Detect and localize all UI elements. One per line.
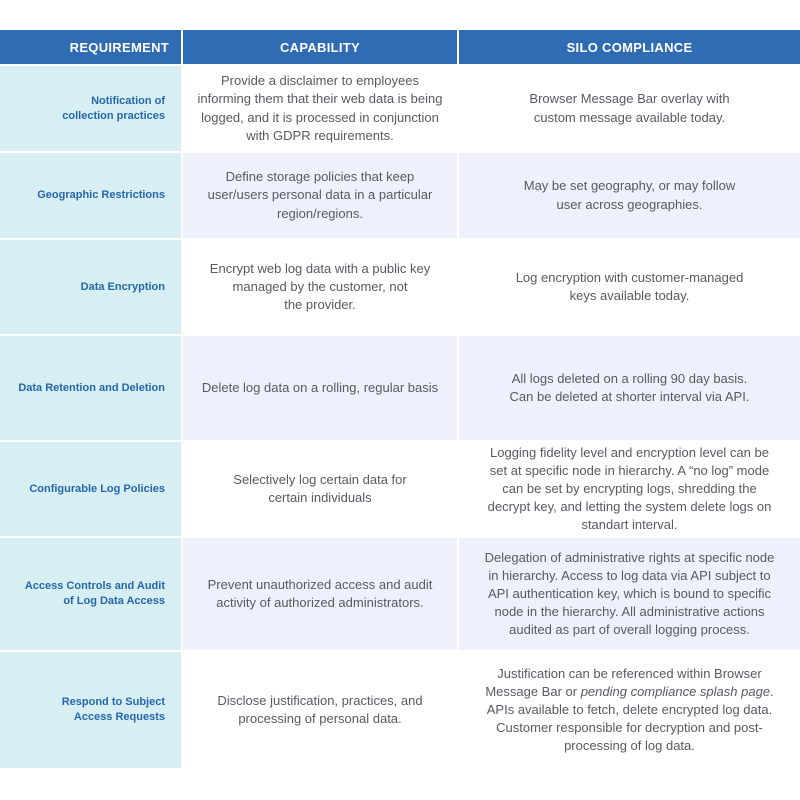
requirement-cell: Access Controls and Audit of Log Data Access bbox=[0, 538, 183, 650]
capability-cell: Define storage policies that keep user/users personal data in a particular region/regions. bbox=[183, 153, 459, 238]
capability-cell: Delete log data on a rolling, regular basis bbox=[183, 336, 459, 440]
silo-compliance-cell: Delegation of administrative rights at specific node in hierarchy. Access to log data via API subject to API authentication key, which is bound to specific node in the hierarchy. All administrative actions audited as part of overall logging process. bbox=[459, 538, 800, 650]
capability-cell: Encrypt web log data with a public key managed by the customer, not the provider. bbox=[183, 240, 459, 334]
silo-compliance-cell: Browser Message Bar overlay with custom message available today. bbox=[459, 66, 800, 151]
header-capability: CAPABILITY bbox=[183, 30, 459, 64]
table-row bbox=[0, 650, 800, 768]
silo-compliance-cell: Log encryption with customer-managed keys available today. bbox=[459, 240, 800, 334]
capability-cell: Selectively log certain data for certain individuals bbox=[183, 442, 459, 536]
silo-compliance-cell: All logs deleted on a rolling 90 day basis. Can be deleted at shorter interval via API. bbox=[459, 336, 800, 440]
table-row bbox=[0, 151, 800, 238]
requirement-cell: Geographic Restrictions bbox=[0, 153, 183, 238]
requirement-cell: Data Encryption bbox=[0, 240, 183, 334]
table-row bbox=[0, 238, 800, 334]
silo-compliance-cell: Logging fidelity level and encryption level can be set at specific node in hierarchy. A “no log” mode can be set by encrypting logs, shredding the decrypt key, and letting the system delete logs on standart interval. bbox=[459, 442, 800, 536]
table-row bbox=[0, 536, 800, 650]
table-row bbox=[0, 334, 800, 440]
requirement-cell: Data Retention and Deletion bbox=[0, 336, 183, 440]
silo-compliance-cell: May be set geography, or may follow user across geographies. bbox=[459, 153, 800, 238]
requirement-cell: Configurable Log Policies bbox=[0, 442, 183, 536]
table-row bbox=[0, 64, 800, 151]
capability-cell: Prevent unauthorized access and audit activity of authorized administrators. bbox=[183, 538, 459, 650]
capability-cell: Disclose justification, practices, and processing of personal data. bbox=[183, 652, 459, 768]
header-requirement: REQUIREMENT bbox=[0, 30, 183, 64]
requirement-cell: Respond to Subject Access Requests bbox=[0, 652, 183, 768]
capability-cell: Provide a disclaimer to employees informing them that their web data is being logged, and it is processed in conjunction with GDPR requirements. bbox=[183, 66, 459, 151]
table-header bbox=[0, 30, 800, 64]
compliance-table bbox=[0, 30, 800, 768]
header-silo-compliance: SILO COMPLIANCE bbox=[459, 30, 800, 64]
silo-compliance-cell: Justification can be referenced within Browser Message Bar or pending compliance splash page. APIs available to fetch, delete encrypted log data. Customer responsible for decryption and post- processing of log data. bbox=[459, 652, 800, 768]
table-row bbox=[0, 440, 800, 536]
requirement-cell: Notification of collection practices bbox=[0, 66, 183, 151]
